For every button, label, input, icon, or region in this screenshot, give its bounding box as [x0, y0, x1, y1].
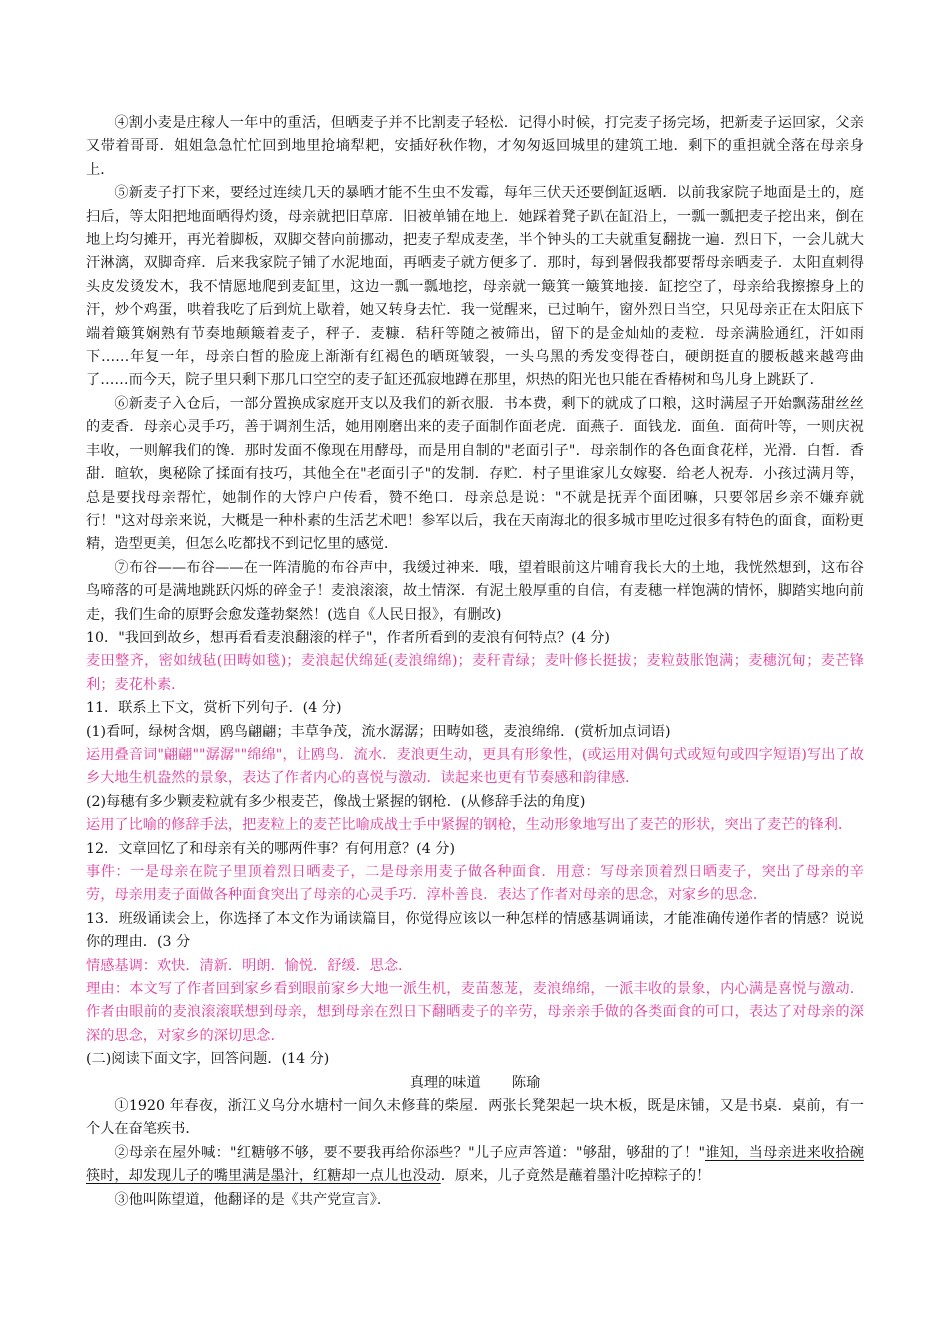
paragraph-4: ④割小麦是庄稼人一年中的重活，但晒麦子并不比割麦子轻松．记得小时候，打完麦子扬完场，把新麦子运回家，父亲又带着哥哥．姐姐急急忙忙回到地里抢墒犁耙，安插好秋作物，才匆匆返回城里的建筑工地．剩下的重担就全落在母亲身上． [86, 115, 864, 178]
answer-13-tone: 情感基调：欢快．清新．明朗．愉悦．舒缓．思念． [86, 957, 413, 974]
answer-13-reason: 理由：本文写了作者回到家乡看到眼前家乡大地一派生机，麦苗葱茏，麦浪绵绵，一派丰收的景象，内心满是喜悦与激动．作者由眼前的麦浪滚滚联想到母亲，想到母亲在烈日下翻晒麦子的辛劳，母亲亲手做的各类面食的可口，表达了对母亲的深深的思念，对家乡的深切思念． [86, 981, 864, 1044]
paragraph-5: ⑤新麦子打下来，要经过连续几天的暴晒才能不生虫不发霉，每年三伏天还要倒缸返晒．以前我家院子地面是土的，庭扫后，等太阳把地面晒得灼烫，母亲就把旧草席．旧被单铺在地上．她踩着凳子趴在缸沿上，一瓢一瓢把麦子挖出来，倒在地上均匀摊开，再光着脚板，双脚交替向前挪动，把麦子犁成麦垄，半个钟头的工夫就重复翻拢一遍．烈日下，一会儿就大汗淋漓，双脚奇痒．后来我家院子铺了水泥地面，再晒麦子就方便多了．那时，每到暑假我都要帮母亲晒麦子．太阳直刺得头皮发烫发木，我不情愿地爬到麦缸里，这边一瓢一瓢地挖，母亲就一簸箕一簸箕地接．缸挖空了，母亲给我擦擦身上的汗，炒个鸡蛋，哄着我吃了后到炕上歇着，她又转身去忙．我一觉醒来，已过晌午，窗外烈日当空，只见母亲正在太阳底下端着簸箕娴熟有节奏地颠簸着麦子，秤子．麦糠．秸秆等随之被筛出，留下的是金灿灿的麦粒．母亲满脸通红，汗如雨下……年复一年，母亲白皙的脸庞上渐渐有红褐色的晒斑皱裂，一头乌黑的秀发变得苍白，硬朗挺直的腰板越来越弯曲了……而今天，院子里只剩下那几口空空的麦子缸还孤寂地蹲在那里，炽热的阳光也只能在香椿树和鸟儿身上跳跃了． [86, 185, 864, 389]
article-title: 真理的味道 [409, 1074, 481, 1091]
question-11: 11．联系上下文，赏析下列句子．(4 分) [86, 700, 342, 717]
question-13: 13．班级诵读会上，你选择了本文作为诵读篇目，你觉得应该以一种怎样的情感基调诵读，才能准确传递作者的情感？说说你的理由．(3 分 [86, 910, 864, 951]
answer-11-2: 运用了比喻的修辞手法，把麦粒上的麦芒比喻成战士手中紧握的钢枪，生动形象地写出了麦芒的形状，突出了麦芒的锋利． [86, 817, 853, 834]
article-title-line [86, 1072, 864, 1095]
question-11-2: (2)每穗有多少颗麦粒就有多少根麦芒，像战士紧握的钢枪．(从修辞手法的角度) [86, 793, 586, 810]
article-paragraph-2-end: ．原来，儿子竟然是蘸着墨汁吃掉粽子的！ [440, 1168, 711, 1185]
section-2-heading: (二)阅读下面文字，回答问题．(14 分) [86, 1051, 330, 1068]
article-author: 陈瑜 [511, 1074, 541, 1091]
paragraph-7: ⑦布谷——布谷——在一阵清脆的布谷声中，我缓过神来．哦，望着眼前这片哺育我长大的土地，我恍然想到，这布谷鸟啼落的可是满地跳跃闪烁的碎金子！麦浪滚滚，故土情深．有泥土般厚重的自信，有麦穗一样饱满的情怀，脚踏实地向前走，我们生命的原野会愈发蓬勃粲然！(选自《人民日报》，有删改) [86, 559, 864, 623]
paragraph-6: ⑥新麦子入仓后，一部分置换成家庭开支以及我们的新衣服．书本费，剩下的就成了口粮，这时满屋子开始飘荡甜丝丝的麦香．母亲心灵手巧，善于调剂生活，她用刚磨出来的麦子面制作面老虎．面燕子．面钱龙．面鱼．面荷叶等，一则庆祝丰收，一则解我们的馋．那时发面不像现在用酵母，而是用自制的"老面引子"．母亲制作的各色面食花样，光滑．白皙．香甜．暄软，奥秘除了揉面有技巧，其他全在"老面引子"的发制．存贮．村子里谁家儿女嫁娶．给老人祝寿．小孩过满月等，总是要找母亲帮忙，她制作的大饽户户传看，赞不绝口．母亲总是说："不就是抚弄个面团嘛，只要邻居乡亲不嫌弃就行！"这对母亲来说，大概是一种朴素的生活艺术吧！参军以后，我在天南海北的很多城市里吃过很多有特色的面食，面粉更精，造型更美，但怎么吃都找不到记忆里的感觉． [86, 395, 864, 553]
answer-10: 麦田整齐，密如绒毡(田畴如毯)；麦浪起伏绵延(麦浪绵绵)；麦秆青绿；麦叶修长挺拔；麦粒鼓胀饱满；麦穗沉甸；麦芒锋利；麦花朴素． [86, 653, 864, 693]
answer-11-1: 运用叠音词"翩翩""潺潺""绵绵"，让鸥鸟．流水．麦浪更生动，更具有形象性，(或运用对偶句式或短句或四字短语)写出了故乡大地生机盎然的景象，表达了作者内心的喜悦与激动．读起来也更有节奏感和韵律感． [86, 746, 864, 787]
article-paragraph-2 [86, 1142, 864, 1189]
question-12: 12．文章回忆了和母亲有关的哪两件事？有何用意？(4 分) [86, 840, 455, 857]
question-11-1: (1)看呵，绿树含烟，鸥鸟翩翩；丰草争茂，流水潺潺；田畴如毯，麦浪绵绵．(赏析加点词语) [86, 723, 671, 740]
question-10: 10．"我回到故乡，想再看看麦浪翻滚的样子"，作者所看到的麦浪有何特点？(4 分) [86, 629, 610, 646]
article-paragraph-2-start: ②母亲在屋外喊："红糖够不够，要不要我再给你添些？"儿子应声答道："够甜，够甜的了！" [114, 1144, 705, 1161]
article-paragraph-1: ①1920 年春夜，浙江义乌分水塘村一间久未修葺的柴屋．两张长凳架起一块木板，既是床铺，又是书桌．桌前，有一个人在奋笔疾书． [86, 1098, 864, 1138]
article-paragraph-3: ③他叫陈望道，他翻译的是《共产党宣言》． [114, 1191, 392, 1208]
underlined-sentence: 谁知，当母亲进来收拾碗筷时，却发现儿子的嘴里满是墨汁，红糖却一点儿也没动 [86, 1144, 864, 1185]
answer-12: 事件：一是母亲在院子里顶着烈日晒麦子，二是母亲用麦子做各种面食．用意：写母亲顶着烈日晒麦子，突出了母亲的辛劳，母亲用麦子面做各种面食突出了母亲的心灵手巧．淳朴善良．表达了作者对母亲的思念，对家乡的思念． [86, 864, 864, 904]
